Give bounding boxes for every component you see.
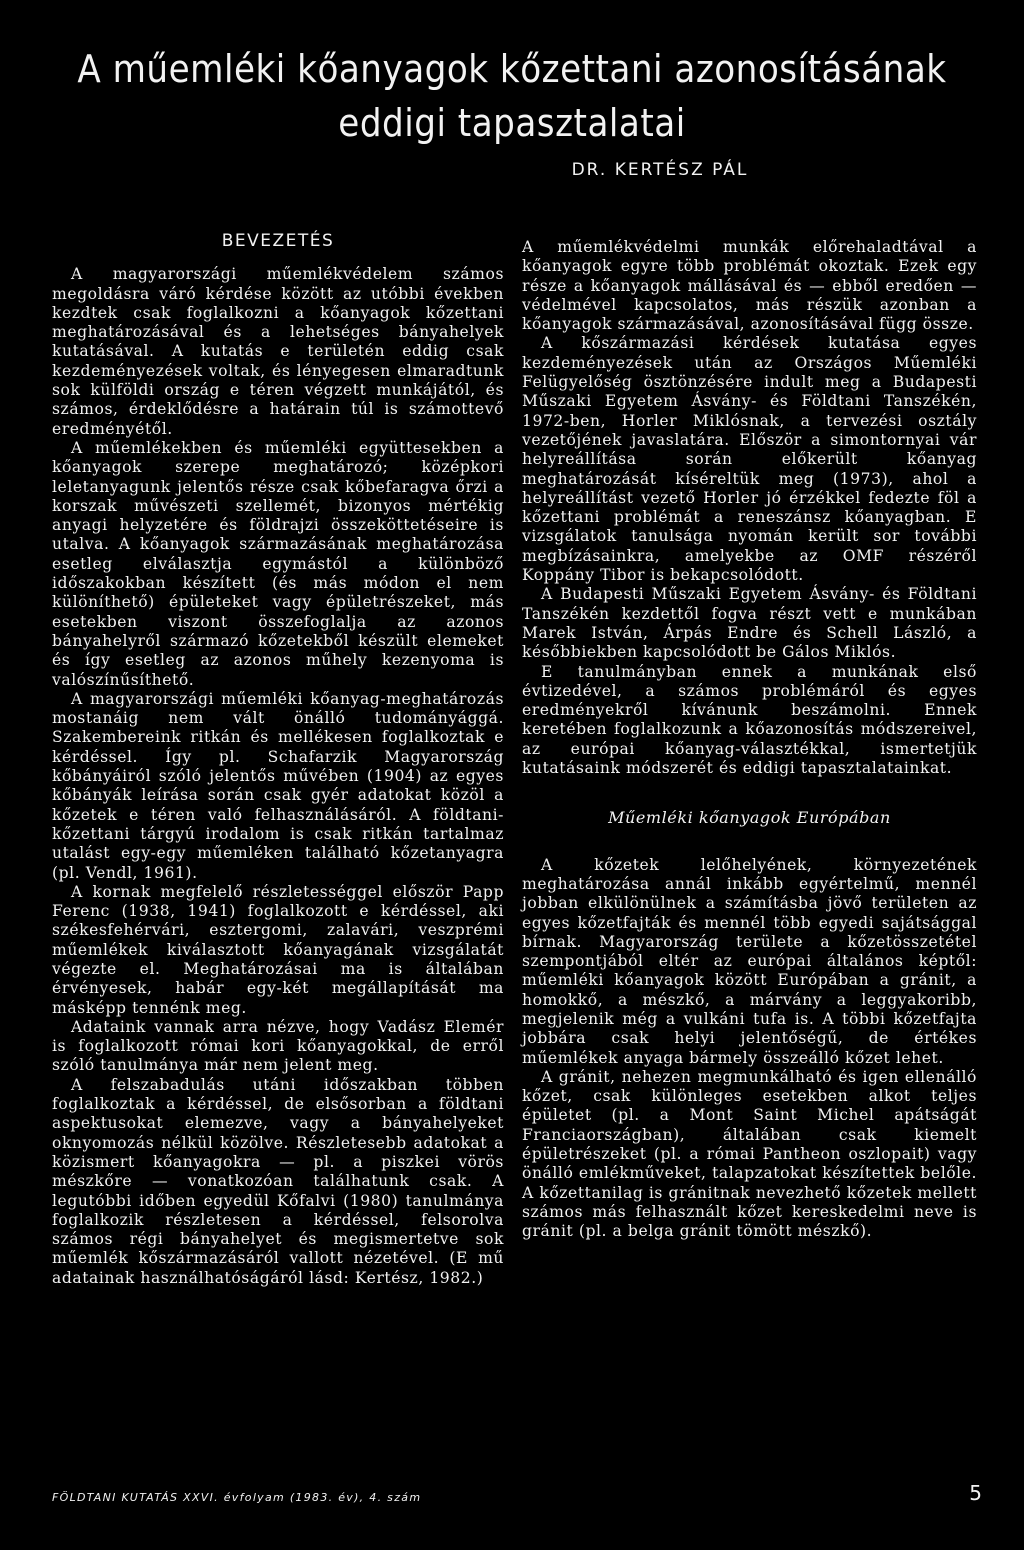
title-line-1: A műemléki kőanyagok kőzettani azonosításának bbox=[77, 47, 947, 91]
paragraph: A kornak megfelelő részletességgel először Papp Ferenc (1938, 1941) foglalkozott e kérdéssel, aki székesfehérvári, esztergomi, zalavári, veszprémi műemlékek kiválasztott kőanyagának vizsgálatát végezte el. Meghatározásai ma is általában érvényesek, habár egy-két megállapítását ma másképp tennénk meg. bbox=[52, 882, 504, 1017]
page-number: 5 bbox=[969, 1481, 982, 1505]
author-name: DR. KERTÉSZ PÁL bbox=[571, 160, 749, 180]
paragraph: A műemlékekben és műemléki együttesekben a kőanyagok szerepe meghatározó; középkori leletanyagunk jelentős része csak kőbefaragva őrzi a korszak művészeti szellemét, bizonyos mértékig anyagi helyzetére és földrajzi összeköttetéseire is utalva. A kőanyagok származásának meghatározása esetleg elválasztja egymástól a különböző időszakokban készített (és más módon el nem különíthető) épületeket vagy épületrészeket, más esetekben viszont összefoglalja az azonos bányahelyről származó kőzetekből készült elemeket és így esetleg az azonos műhely kezenyoma is valószínűsíthető. bbox=[52, 438, 504, 689]
paragraph: Adataink vannak arra nézve, hogy Vadász Elemér is foglalkozott római kori kőanyagokkal, de erről szóló tanulmánya már nem jelent meg. bbox=[52, 1017, 504, 1075]
paragraph: A műemlékvédelmi munkák előrehaladtával a kőanyagok egyre több problémát okoztak. Ezek egy része a kőanyagok mállásával és — ebből eredően — védelmével kapcsolatos, más részük azonban a kőanyagok származásával, azonosításával függ össze. bbox=[522, 238, 977, 334]
section-heading-introduction: BEVEZETÉS bbox=[221, 231, 335, 251]
paragraph: A kőszármazási kérdések kutatása egyes kezdeményezések után az Országos Műemléki Felügyelőség ösztönzésére indult meg a Budapesti Műszaki Egyetem Ásvány- és Földtani Tanszékén, 1972-ben, Horler Miklósnak, a tervezési osztály vezetőjének javaslatára. Először a simontornyai vár helyreállítása során előkerült kőanyag meghatározását kíséreltük meg (1973), ahol a helyreállítást vezető Horler jó érzékkel fedezte föl a kőzettani problémát a reneszánsz kőanyagban. E vizsgálatok tanulsága nyomán került sor további megbízásainkra, amelyekbe az OMF részéről Koppány Tibor is bekapcsolódott. bbox=[522, 334, 977, 585]
paragraph: A felszabadulás utáni időszakban többen foglalkoztak a kérdéssel, de elsősorban a földtani aspektusokat elemezve, vagy a bányahelyeket oknyomozás nélkül közölve. Részletesebb adatokat a közismert kőanyagokra — pl. a piszkei vörös mészkőre — vonatkozóan találhatunk csak. A legutóbbi időben egyedül Kőfalvi (1980) tanulmánya foglalkozik részletesen a kérdéssel, felsorolva számos régi bányahelyet és megismertetve sok műemlék kőszármazásáról vallott nézetével. (E mű adatainak használhatóságáról lásd: Kertész, 1982.) bbox=[52, 1075, 504, 1287]
paragraph: A magyarországi műemléki kőanyag-meghatározás mostanáig nem vált önálló tudományággá. Szakembereink ritkán és mellékesen foglalkoztak e kérdéssel. Így pl. Schafarzik Magyarország kőbányáiról szóló jelentős művében (1904) az egyes kőbányák leírása során csak gyér adatokat közöl a kőzetek e téren való felhasználásáról. A földtani-kőzettani tárgyú irodalom is csak ritkán tartalmaz utalást egy-egy műemléken található kőzetanyagra (pl. Vendl, 1961). bbox=[52, 689, 504, 882]
title-line-2: eddigi tapasztalatai bbox=[338, 101, 686, 145]
paragraph: A magyarországi műemlékvédelem számos megoldásra váró kérdése között az utóbbi években kezdtek csak foglalkozni a kőanyagok kőzettani meghatározásával és a lehetséges bányahelyek kutatásával. A kutatás e területén eddig csak kezdeményezések voltak, és lényegesen elmaradtunk sok külföldi ország e téren végzett munkájától, és számos, érdeklődésre a határain túl is számottevő eredményétől. bbox=[52, 265, 504, 438]
journal-citation: FÖLDTANI KUTATÁS XXVI. évfolyam (1983. év), 4. szám bbox=[52, 1491, 422, 1504]
paragraph: E tanulmányban ennek a munkának első évtizedével, a számos problémáról és egyes eredményekről kívánunk beszámolni. Ennek keretében foglalkozunk a kőazonosítás módszereivel, az európai kőanyag-választékkal, ismertetjük kutatásaink módszerét és eddigi tapasztalatainkat. bbox=[522, 662, 977, 778]
paragraph: A kőzetek lelőhelyének, környezetének meghatározása annál inkább egyértelmű, mennél jobban elkülönülnek a számításba jövő területen az egyes kőzetfajták és mennél több egyedi sajátsággal bírnak. Magyarország területe a kőzetösszetétel szempontjából eltér az európai általános képtől: műemléki kőanyagok között Európában a gránit, a homokkő, a mészkő, a márvány a leggyakoribb, megjelenik még a vulkáni tufa is. A többi kőzetfajta jobbára csak helyi jelentőségű, de értékes műemlékek anyaga bármely összeálló kőzet lehet. bbox=[522, 855, 977, 1067]
article-title bbox=[0, 42, 1024, 150]
left-column bbox=[52, 232, 504, 1288]
paragraph: A Budapesti Műszaki Egyetem Ásvány- és Földtani Tanszékén kezdettől fogva részt vett e munkában Marek István, Árpás Endre és Schell László, a későbbiekben kapcsolódott be Gálos Miklós. bbox=[522, 585, 977, 662]
paragraph: A gránit, nehezen megmunkálható és igen ellenálló kőzet, csak különleges esetekben alkot teljes épületet (pl. a Mont Saint Michel apátságát Franciaországban), általában csak kiemelt épületrészeket (pl. a római Pantheon oszlopait) vagy önálló emlékműveket, talapzatokat készítettek belőle. A kőzettanilag is gránitnak nevezhető kőzetek mellett számos más felhasznált kőzet kereskedelmi neve is gránit (pl. a belga gránit tömött mészkő). bbox=[522, 1067, 977, 1241]
right-column bbox=[522, 238, 977, 1242]
section-heading-europe: Műemléki kőanyagok Európában bbox=[608, 808, 891, 828]
